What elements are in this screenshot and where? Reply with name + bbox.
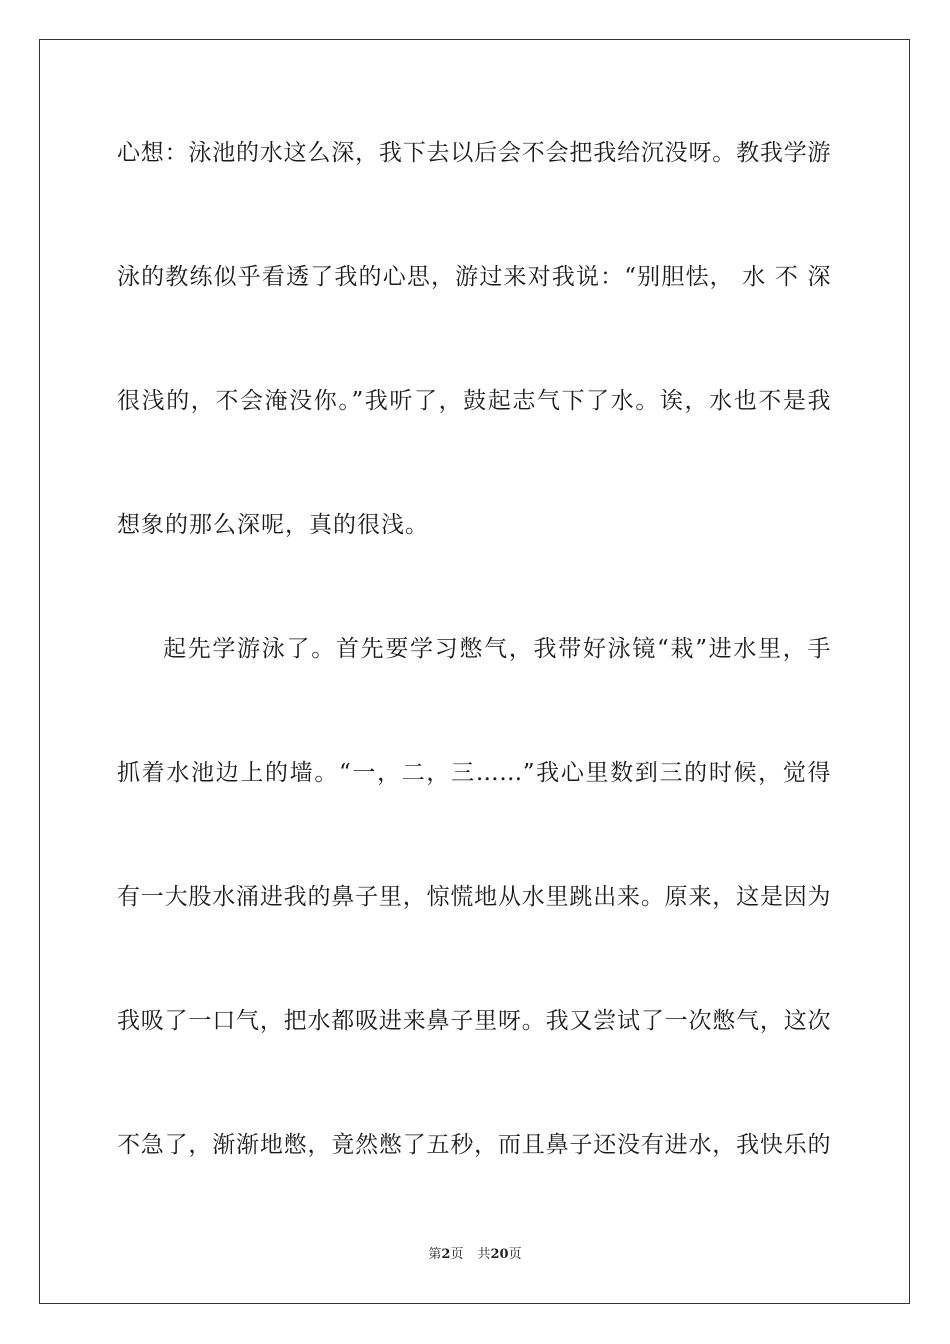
paragraph-line: 心想：泳池的水这么深，我下去以后会不会把我给沉没呀。教我学游 bbox=[117, 140, 831, 166]
paragraph-line: 有一大股水涌进我的鼻子里，惊慌地从水里跳出来。原来，这是因为 bbox=[117, 884, 831, 910]
page-border bbox=[39, 39, 910, 1304]
page-prefix: 第 bbox=[428, 1247, 442, 1262]
paragraph-line: 泳的教练似乎看透了我的心思，游过来对我说：“别胆怯， 水 不 深 bbox=[117, 264, 831, 290]
paragraph-line: 起先学游泳了。首先要学习憋气，我带好泳镜“栽”进水里，手 bbox=[163, 636, 831, 662]
paragraph-line: 想象的那么深呢，真的很浅。 bbox=[117, 512, 429, 538]
page-footer bbox=[0, 1246, 950, 1264]
total-suffix: 页 bbox=[508, 1247, 522, 1262]
paragraph-line: 很浅的，不会淹没你。”我听了，鼓起志气下了水。诶，水也不是我 bbox=[117, 388, 831, 414]
paragraph-line: 我吸了一口气，把水都吸进来鼻子里呀。我又尝试了一次憋气，这次 bbox=[117, 1008, 831, 1034]
page-suffix: 页 bbox=[450, 1247, 464, 1262]
paragraph-line: 不急了，渐渐地憋，竟然憋了五秒，而且鼻子还没有进水，我快乐的 bbox=[117, 1132, 831, 1158]
total-prefix: 共 bbox=[477, 1247, 491, 1262]
total-pages-number: 20 bbox=[490, 1247, 509, 1262]
paragraph-line: 抓着水池边上的墙。“一，二，三……”我心里数到三的时候，觉得 bbox=[117, 760, 831, 786]
current-page-number: 2 bbox=[441, 1247, 451, 1262]
